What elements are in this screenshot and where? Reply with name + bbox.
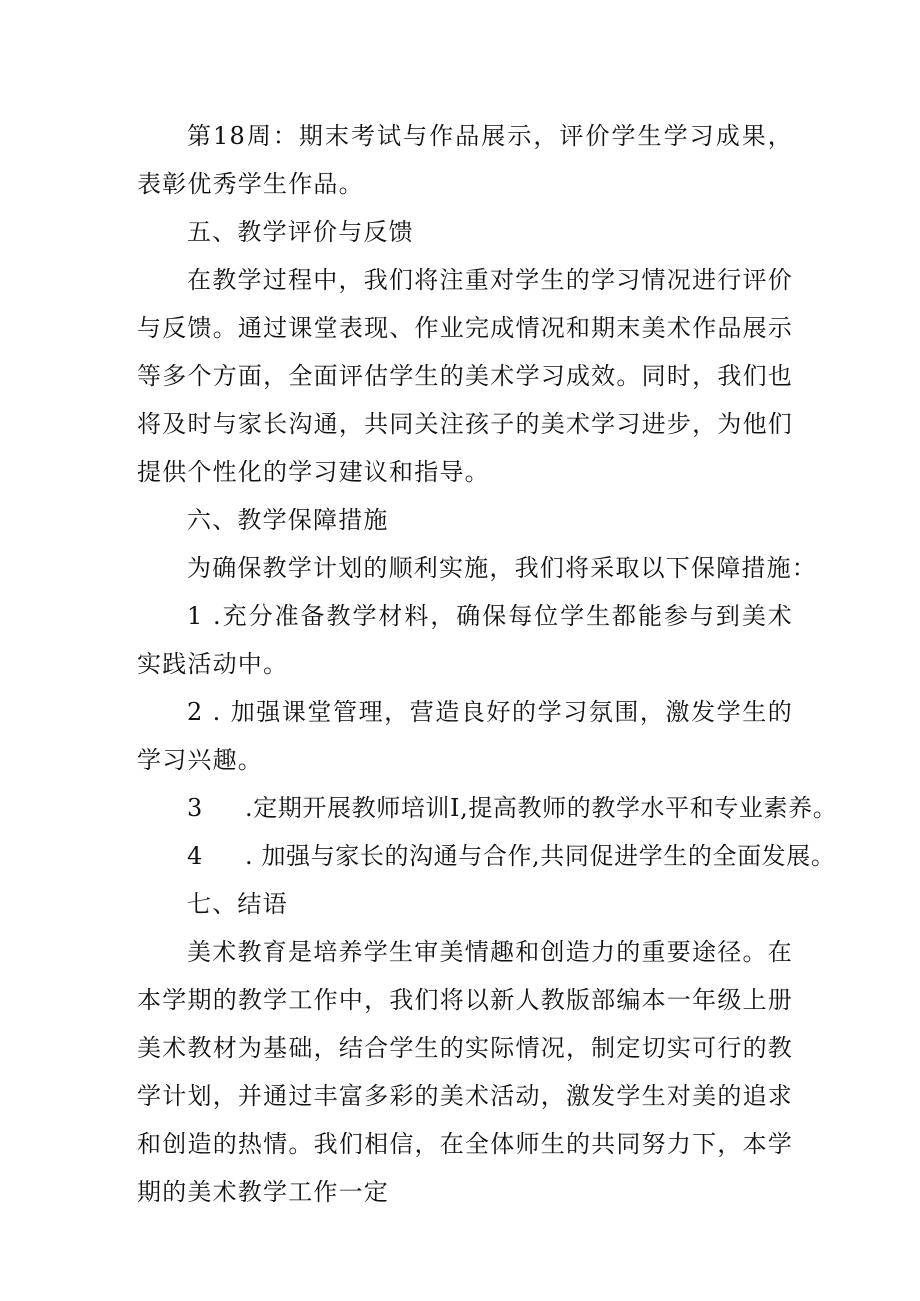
list-item-3-text: .定期开展教师培训I,提高教师的教学水平和专业素养。 <box>245 794 838 822</box>
list-item-4-text: . 加强与家长的沟通与合作,共同促进学生的全面发展。 <box>245 842 836 870</box>
list-item-3 <box>187 784 837 832</box>
list-item-4 <box>187 832 836 880</box>
paragraph-evaluation: 在教学过程中，我们将注重对学生的学习情况进行评价与反馈。通过课堂表现、作业完成情况和期末美术作品展示等多个方面，全面评估学生的美术学习成效。同时，我们也将及时与家长沟通，共同关注孩子的美术学习进步，为他们提供个性化的学习建议和指导。 <box>137 266 793 486</box>
list-item-2: 2 . 加强课堂管理，营造良好的学习氛围，激发学生的学习兴趣。 <box>137 698 793 774</box>
list-item-1: 1 .充分准备教学材料，确保每位学生都能参与到美术实践活动中。 <box>137 602 793 678</box>
heading-section-5: 五、教学评价与反馈 <box>187 218 414 246</box>
list-item-3-number: 3 <box>187 794 203 822</box>
heading-section-7: 七、结语 <box>187 890 288 918</box>
paragraph-conclusion: 美术教育是培养学生审美情趣和创造力的重要途径。在本学期的教学工作中，我们将以新人教版部编本一年级上册美术教材为基础，结合学生的实际情况，制定切实可行的教学计划，并通过丰富多彩的美术活动，激发学生对美的追求和创造的热情。我们相信，在全体师生的共同努力下，本学期的美术教学工作一定 <box>137 938 793 1206</box>
paragraph-measures-intro: 为确保教学计划的顺利实施，我们将采取以下保障措施： <box>187 554 817 582</box>
heading-section-6: 六、教学保障措施 <box>187 506 389 534</box>
paragraph-week-18: 第18周：期末考试与作品展示，评价学生学习成果，表彰优秀学生作品。 <box>137 122 793 198</box>
list-item-4-number: 4 <box>187 842 203 870</box>
